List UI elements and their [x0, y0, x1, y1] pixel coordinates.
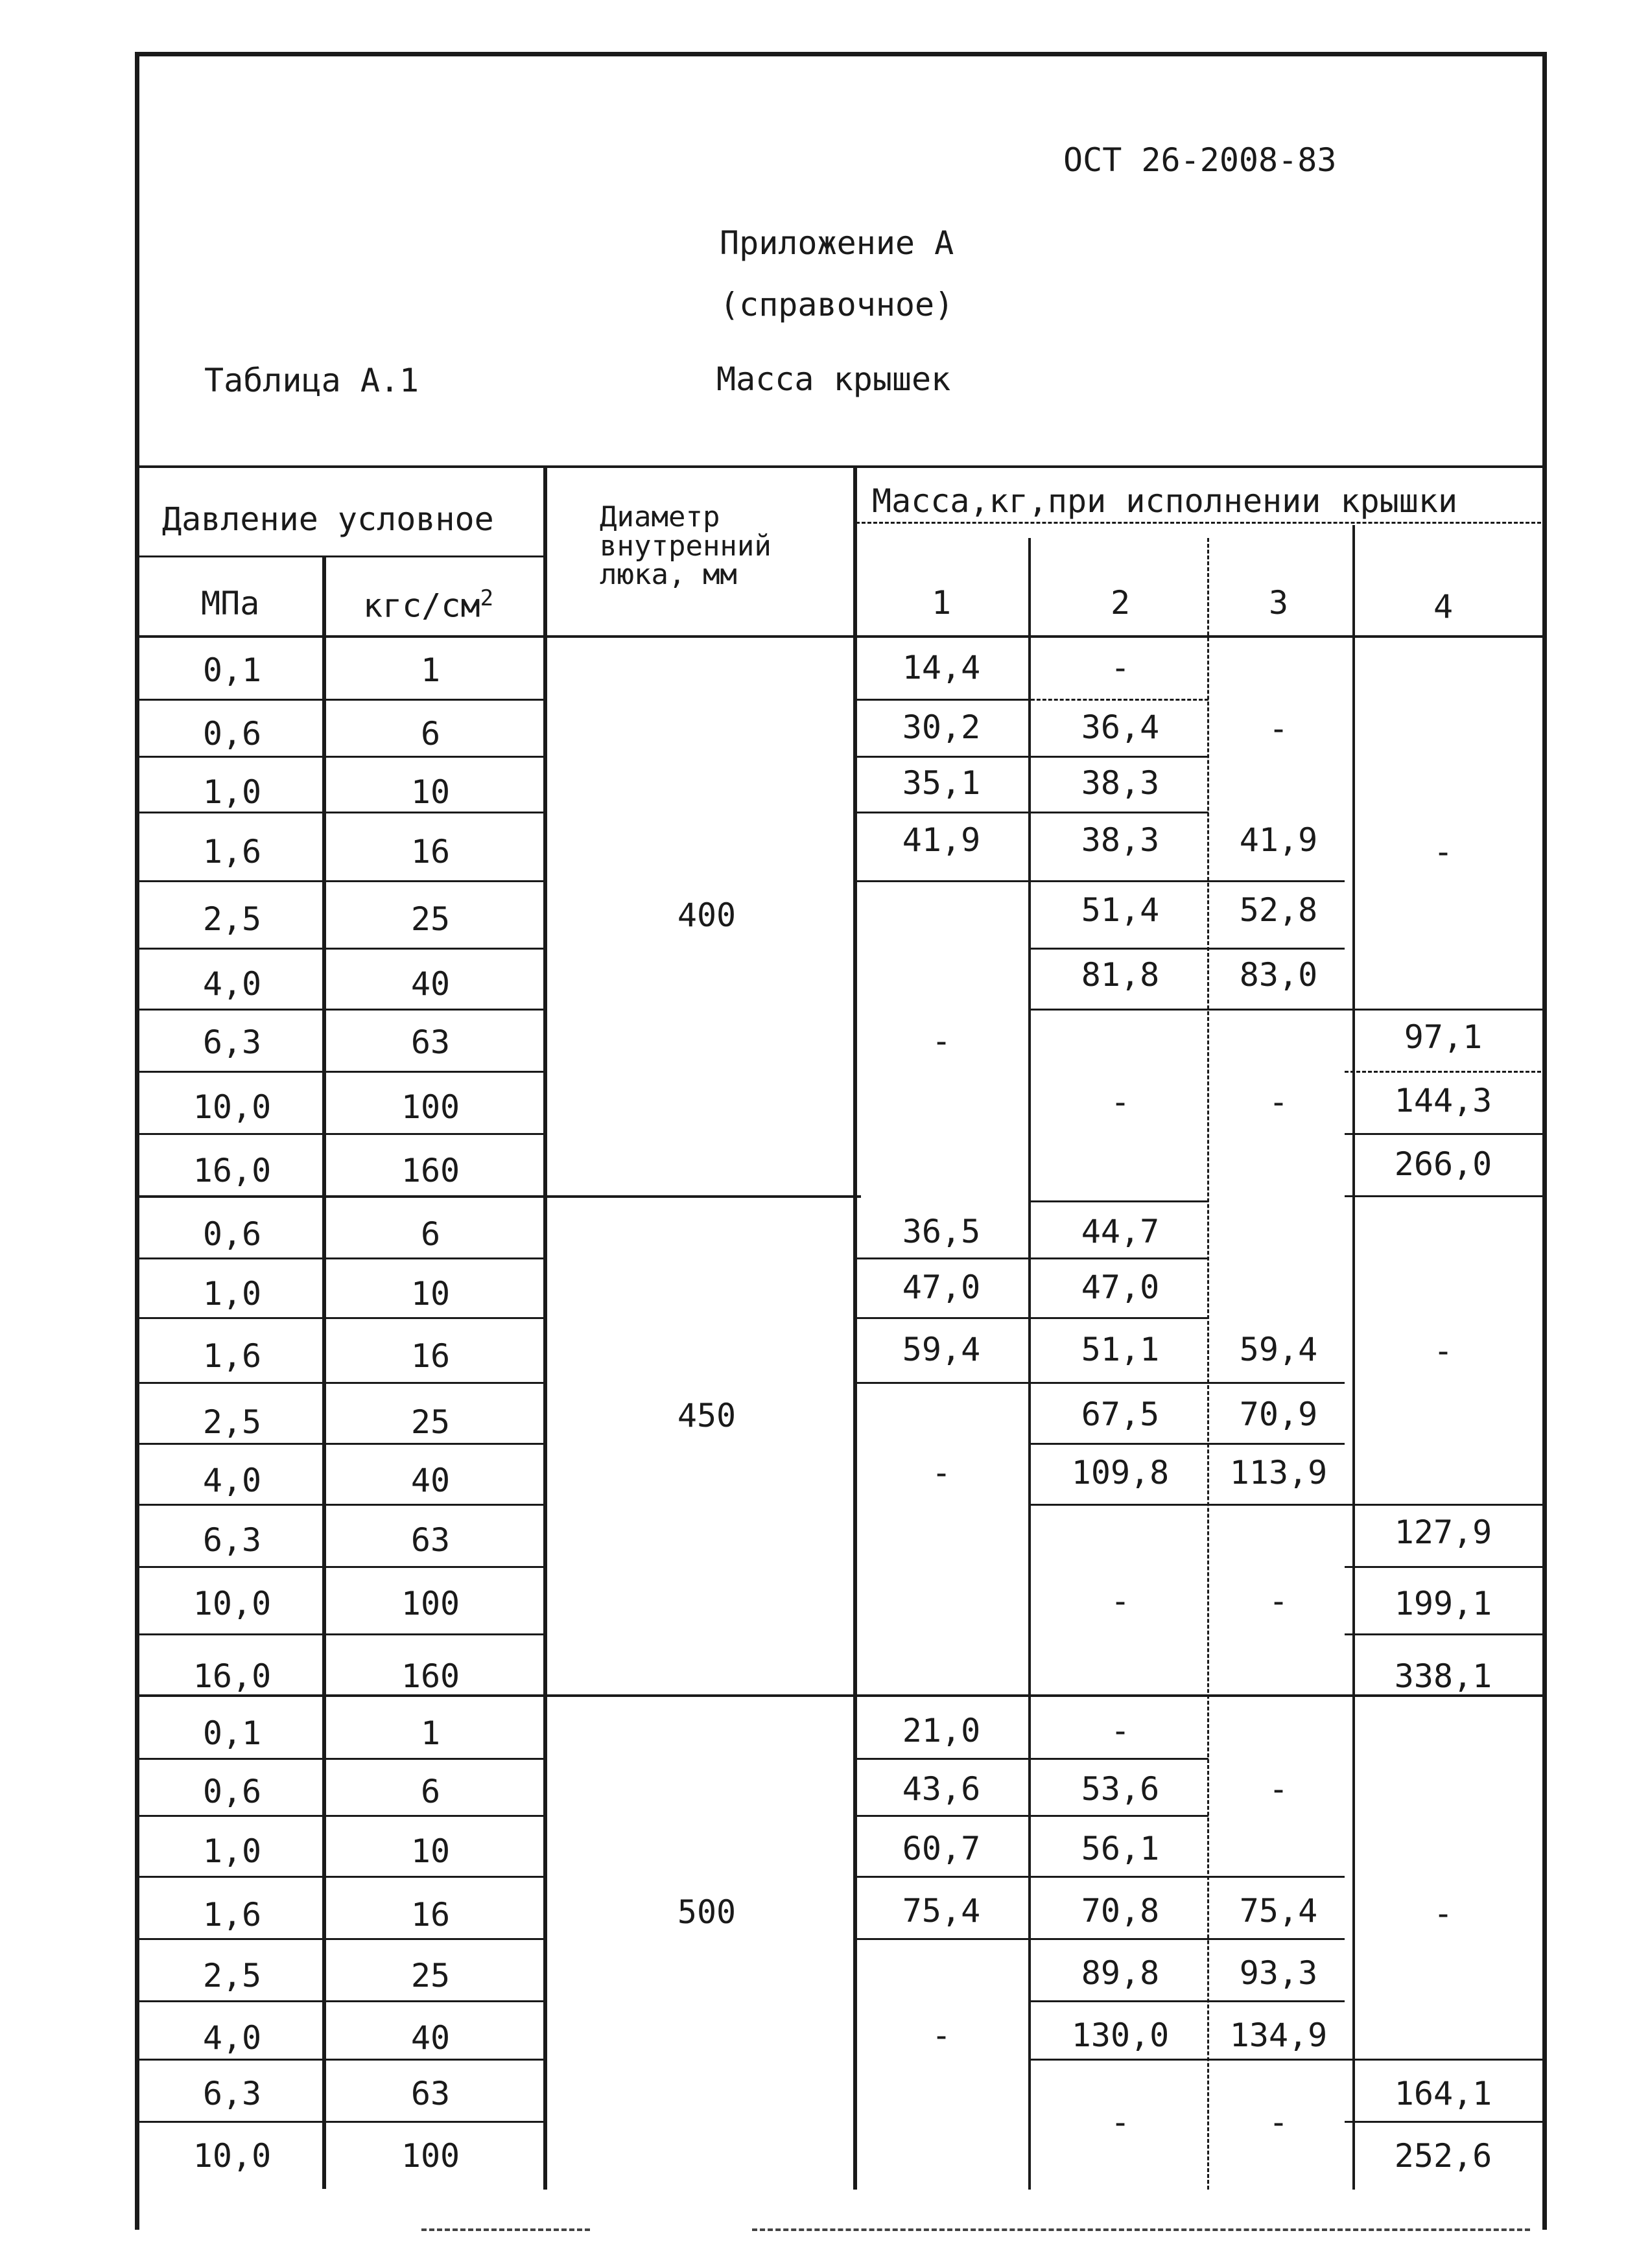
exec4-rule — [1345, 2059, 1547, 2061]
exec4-rule — [1345, 1071, 1547, 1073]
row-rule — [135, 1633, 547, 1635]
exec1-cell: 59,4 — [902, 1331, 981, 1368]
exec1-cell: 41,9 — [902, 821, 981, 859]
exec2-rule — [1031, 1257, 1208, 1259]
table-title: Масса крышек — [716, 360, 951, 398]
row-rule — [135, 1071, 547, 1073]
exec1-cell: 14,4 — [902, 649, 981, 686]
exec2-rule — [1031, 1317, 1208, 1319]
header-kgf-sup: 2 — [480, 585, 494, 611]
kgf-cell: 10 — [410, 1832, 451, 1870]
exec2-cell: 70,8 — [1081, 1892, 1160, 1930]
kgf-cell: 25 — [410, 900, 451, 938]
mpa-cell: 1,6 — [202, 1337, 262, 1375]
exec3-cell: 59,4 — [1239, 1331, 1318, 1368]
table-top-rule — [135, 465, 1547, 468]
row-rule — [135, 1876, 547, 1878]
kgf-cell: 1 — [420, 1714, 441, 1752]
exec2-cell: 38,3 — [1081, 821, 1160, 859]
mpa-cell: 1,0 — [202, 773, 262, 811]
mpa-cell: 1,6 — [202, 833, 262, 871]
mpa-cell: 2,5 — [202, 900, 262, 938]
exec4-rule — [1345, 1009, 1547, 1011]
row-rule — [135, 1133, 547, 1135]
exec2-cell: 67,5 — [1081, 1396, 1160, 1433]
exec23-rule — [1031, 1876, 1345, 1878]
document-code: ОСТ 26-2008-83 — [1063, 141, 1337, 179]
exec3-cell: 52,8 — [1239, 891, 1318, 929]
footer-rule — [752, 2228, 1530, 2231]
mpa-cell: 10,0 — [193, 1088, 272, 1126]
exec3-cell: 134,9 — [1229, 2017, 1328, 2054]
row-rule — [135, 1566, 547, 1568]
exec1-cell: - — [931, 1022, 952, 1060]
kgf-cell: 100 — [401, 1088, 460, 1126]
col-divider-mpa — [322, 555, 326, 2189]
col-divider-exec1 — [1028, 538, 1031, 2190]
exec2-cell: - — [1110, 1582, 1131, 1620]
diameter-500: 500 — [677, 1893, 736, 1931]
exec2-rule — [1031, 1758, 1208, 1760]
exec2-cell: 89,8 — [1081, 1954, 1160, 1992]
exec4-cell: 252,6 — [1394, 2137, 1492, 2175]
row-rule — [135, 1758, 547, 1760]
row-rule — [135, 2059, 547, 2061]
col-divider-exec2 — [1207, 538, 1209, 2190]
mpa-cell: 6,3 — [202, 1521, 262, 1559]
kgf-cell: 6 — [420, 1215, 441, 1253]
exec3-cell: - — [1268, 2103, 1289, 2141]
header-pressure-rule — [135, 555, 547, 557]
header-diameter-3: люка, мм — [600, 558, 737, 591]
exec1-rule — [857, 1938, 1031, 1940]
exec2-rule — [1031, 812, 1208, 813]
kgf-cell: 6 — [420, 1773, 441, 1810]
exec1-cell: 60,7 — [902, 1830, 981, 1867]
row-rule — [135, 880, 547, 882]
exec1-cell: 21,0 — [902, 1712, 981, 1749]
header-kgf-text: кгс/см — [363, 587, 480, 625]
appendix-note: (справочное) — [720, 286, 954, 323]
exec4-cell: - — [1433, 1895, 1454, 1932]
exec2-rule — [1031, 1815, 1208, 1817]
mpa-cell: 2,5 — [202, 1403, 262, 1441]
exec2-cell: 51,1 — [1081, 1331, 1160, 1368]
diameter-450: 450 — [677, 1397, 736, 1434]
mpa-cell: 16,0 — [193, 1657, 272, 1695]
kgf-cell: 25 — [410, 1957, 451, 1994]
header-diameter-1: Диаметр — [600, 500, 720, 533]
exec1-rule — [857, 880, 1031, 882]
exec2-cell: - — [1110, 1712, 1131, 1749]
exec23-rule — [1031, 1938, 1345, 1940]
mpa-cell: 10,0 — [193, 2137, 272, 2175]
exec2-cell: 130,0 — [1071, 2017, 1170, 2054]
exec3-cell: - — [1268, 1582, 1289, 1620]
exec2-cell: 44,7 — [1081, 1213, 1160, 1250]
mpa-cell: 4,0 — [202, 2019, 262, 2057]
mpa-cell: 0,6 — [202, 1773, 262, 1810]
exec1-cell: 30,2 — [902, 708, 981, 746]
mpa-cell: 6,3 — [202, 2075, 262, 2112]
exec4-cell: - — [1433, 833, 1454, 871]
kgf-cell: 16 — [410, 1337, 451, 1375]
row-rule — [135, 2121, 547, 2123]
header-pressure: Давление условное — [162, 500, 494, 538]
exec4-rule — [1345, 1566, 1547, 1568]
exec1-cell: 43,6 — [902, 1770, 981, 1808]
exec3-cell: - — [1268, 1083, 1289, 1121]
header-exec-3: 3 — [1268, 584, 1289, 622]
kgf-cell: 100 — [401, 1585, 460, 1622]
mpa-cell: 6,3 — [202, 1023, 262, 1061]
exec2-cell: 38,3 — [1081, 764, 1160, 802]
exec1-rule — [857, 1257, 1031, 1259]
kgf-cell: 16 — [410, 833, 451, 871]
mpa-cell: 4,0 — [202, 1462, 262, 1499]
exec23-rule — [1031, 948, 1345, 950]
exec2-cell: - — [1110, 649, 1131, 686]
header-kgf — [363, 585, 494, 625]
exec1-cell: - — [931, 2017, 952, 2054]
row-rule — [135, 2000, 547, 2002]
exec3-cell: 113,9 — [1229, 1454, 1328, 1491]
exec1-cell: 47,0 — [902, 1268, 981, 1306]
header-exec-1: 1 — [931, 584, 952, 622]
header-mpa: МПа — [201, 585, 260, 622]
kgf-cell: 40 — [410, 2019, 451, 2057]
kgf-cell: 63 — [410, 2075, 451, 2112]
header-bottom-rule — [135, 635, 1547, 638]
exec4-rule — [1345, 1504, 1547, 1506]
exec3-cell: 75,4 — [1239, 1892, 1318, 1930]
exec3-cell: 41,9 — [1239, 821, 1318, 859]
mpa-cell: 0,1 — [202, 1714, 262, 1752]
exec1-rule — [857, 699, 1031, 701]
exec3-cell: 70,9 — [1239, 1396, 1318, 1433]
exec1-cell: - — [931, 1454, 952, 1491]
kgf-cell: 10 — [410, 1275, 451, 1313]
row-rule — [135, 1317, 547, 1319]
exec1-cell: 35,1 — [902, 764, 981, 802]
exec3-cell: - — [1268, 1770, 1289, 1808]
row-rule — [135, 756, 547, 758]
exec2-rule — [1031, 699, 1208, 701]
exec23-rule — [1031, 2000, 1345, 2002]
exec2-cell: 51,4 — [1081, 891, 1160, 929]
row-rule — [135, 1009, 547, 1011]
kgf-cell: 25 — [410, 1403, 451, 1441]
exec1-rule — [857, 1317, 1031, 1319]
header-exec-2: 2 — [1110, 584, 1131, 622]
row-rule — [135, 699, 547, 701]
header-mass: Масса,кг,при исполнении крышки — [872, 482, 1458, 520]
exec1-cell: 36,5 — [902, 1213, 981, 1250]
kgf-cell: 160 — [401, 1152, 460, 1189]
appendix-title: Приложение А — [720, 224, 954, 262]
row-rule — [135, 1443, 547, 1445]
mpa-cell: 2,5 — [202, 1957, 262, 1994]
footer-rule — [421, 2228, 590, 2231]
exec4-rule — [1345, 1633, 1547, 1635]
group-rule-400 — [135, 1195, 861, 1198]
exec2-cell: 47,0 — [1081, 1268, 1160, 1306]
exec4-cell: 338,1 — [1394, 1657, 1492, 1695]
exec3-cell: 83,0 — [1239, 956, 1318, 994]
exec1-rule — [857, 1758, 1031, 1760]
exec23-rule — [1031, 1382, 1345, 1384]
exec23-rule — [1031, 880, 1345, 882]
kgf-cell: 16 — [410, 1896, 451, 1934]
kgf-cell: 10 — [410, 773, 451, 811]
exec1-rule — [857, 1382, 1031, 1384]
kgf-cell: 63 — [410, 1023, 451, 1061]
exec2-rule — [1031, 1200, 1208, 1202]
exec4-rule — [1345, 1133, 1547, 1135]
exec2-rule — [1031, 756, 1208, 758]
exec23-rule — [1031, 1009, 1345, 1011]
row-rule — [135, 1382, 547, 1384]
exec3-cell: 93,3 — [1239, 1954, 1318, 1992]
kgf-cell: 40 — [410, 965, 451, 1003]
exec1-rule — [857, 756, 1031, 758]
exec23-rule — [1031, 1504, 1345, 1506]
row-rule — [135, 1504, 547, 1506]
exec23-rule — [1031, 1443, 1345, 1445]
kgf-cell: 100 — [401, 2137, 460, 2175]
exec2-cell: 36,4 — [1081, 708, 1160, 746]
mpa-cell: 16,0 — [193, 1152, 272, 1189]
exec4-cell: 266,0 — [1394, 1145, 1492, 1183]
mpa-cell: 0,6 — [202, 715, 262, 753]
kgf-cell: 40 — [410, 1462, 451, 1499]
col-divider-kgf — [543, 465, 547, 2190]
mpa-cell: 10,0 — [193, 1585, 272, 1622]
exec1-rule — [857, 1876, 1031, 1878]
exec23-rule — [1031, 2059, 1345, 2061]
row-rule — [135, 1938, 547, 1940]
exec1-cell: 75,4 — [902, 1892, 981, 1930]
exec2-cell: - — [1110, 1083, 1131, 1121]
mpa-cell: 1,6 — [202, 1896, 262, 1934]
exec4-cell: - — [1433, 1332, 1454, 1370]
exec2-cell: - — [1110, 2103, 1131, 2141]
exec2-cell: 53,6 — [1081, 1770, 1160, 1808]
exec2-cell: 109,8 — [1071, 1454, 1170, 1491]
exec2-cell: 56,1 — [1081, 1830, 1160, 1867]
row-rule — [135, 1257, 547, 1259]
kgf-cell: 160 — [401, 1657, 460, 1695]
exec3-cell: - — [1268, 710, 1289, 747]
kgf-cell: 6 — [420, 715, 441, 753]
exec4-cell: 144,3 — [1394, 1082, 1492, 1119]
table-label: Таблица А.1 — [204, 362, 419, 399]
kgf-cell: 1 — [420, 651, 441, 689]
mpa-cell: 0,6 — [202, 1215, 262, 1253]
diameter-400: 400 — [677, 896, 736, 934]
col-divider-exec3 — [1352, 525, 1355, 2190]
exec4-cell: 97,1 — [1404, 1018, 1483, 1056]
mpa-cell: 0,1 — [202, 651, 262, 689]
row-rule — [135, 948, 547, 950]
exec4-rule — [1345, 2121, 1547, 2123]
mpa-cell: 4,0 — [202, 965, 262, 1003]
exec4-cell: 199,1 — [1394, 1585, 1492, 1622]
exec1-rule — [857, 1815, 1031, 1817]
exec1-rule — [857, 812, 1031, 813]
header-diameter-2: внутренний — [600, 530, 772, 563]
exec2-cell: 81,8 — [1081, 956, 1160, 994]
col-divider-diameter — [853, 465, 857, 2190]
exec4-cell: 127,9 — [1394, 1514, 1492, 1551]
header-mass-rule — [856, 522, 1547, 524]
exec4-rule — [1345, 1195, 1547, 1197]
header-exec-4: 4 — [1433, 588, 1454, 625]
row-rule — [135, 1815, 547, 1817]
row-rule — [135, 812, 547, 813]
exec4-cell: 164,1 — [1394, 2075, 1492, 2112]
mpa-cell: 1,0 — [202, 1832, 262, 1870]
kgf-cell: 63 — [410, 1521, 451, 1559]
mpa-cell: 1,0 — [202, 1275, 262, 1313]
